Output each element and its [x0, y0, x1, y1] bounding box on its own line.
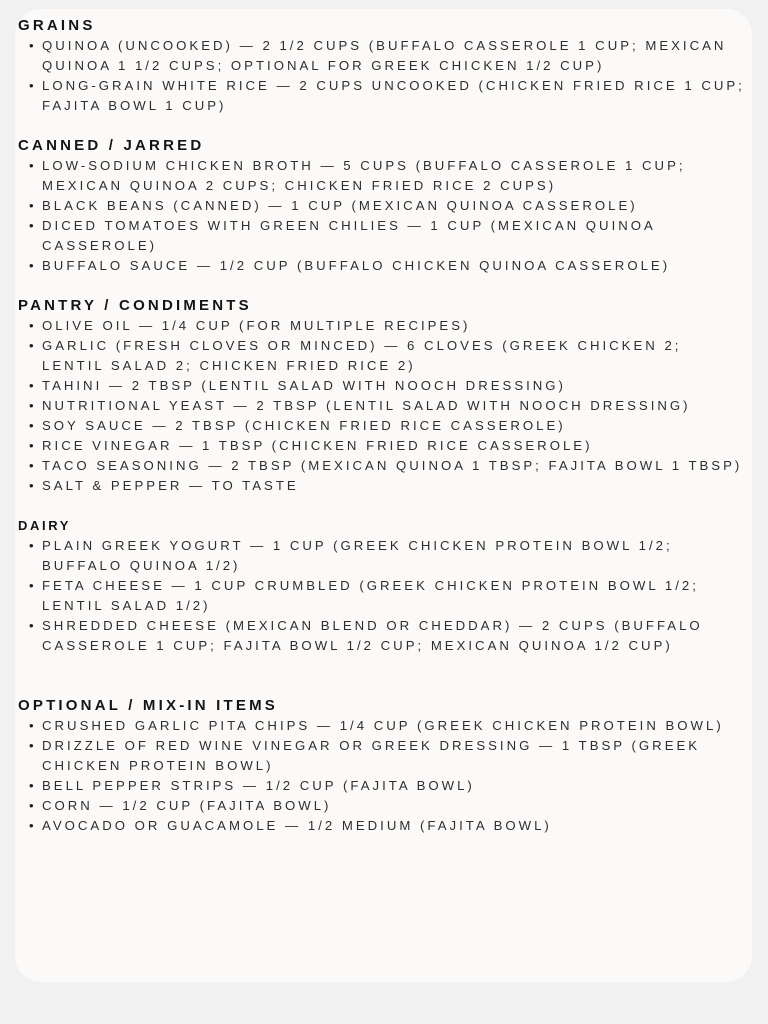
list-item: • OLIVE OIL — 1/4 CUP (FOR MULTIPLE RECIPES) [42, 316, 750, 336]
section-heading: OPTIONAL / MIX-IN ITEMS [18, 697, 278, 714]
list-item: • RICE VINEGAR — 1 TBSP (CHICKEN FRIED RICE CASSEROLE) [42, 436, 750, 456]
section-grains [18, 16, 750, 116]
list-item: • FETA CHEESE — 1 CUP CRUMBLED (GREEK CHICKEN PROTEIN BOWL 1/2; LENTIL SALAD 1/2) [42, 576, 750, 616]
list-item: • GARLIC (FRESH CLOVES OR MINCED) — 6 CLOVES (GREEK CHICKEN 2; LENTIL SALAD 2; CHICKEN FRIED RICE 2) [42, 336, 750, 376]
list-item: • TACO SEASONING — 2 TBSP (MEXICAN QUINOA 1 TBSP; FAJITA BOWL 1 TBSP) [42, 456, 750, 476]
item-list [18, 316, 750, 496]
list-item: • DICED TOMATOES WITH GREEN CHILIES — 1 CUP (MEXICAN QUINOA CASSEROLE) [42, 216, 750, 256]
section-heading: DAIRY [18, 518, 71, 533]
list-item: • DRIZZLE OF RED WINE VINEGAR OR GREEK DRESSING — 1 TBSP (GREEK CHICKEN PROTEIN BOWL) [42, 736, 750, 776]
section-optional-mix-in-items [18, 696, 750, 836]
list-item: • QUINOA (UNCOOKED) — 2 1/2 CUPS (BUFFALO CASSEROLE 1 CUP; MEXICAN QUINOA 1 1/2 CUPS; OPTIONAL FOR GREEK CHICKEN 1/2 CUP) [42, 36, 750, 76]
shopping-list [18, 16, 750, 856]
section-heading: GRAINS [18, 17, 96, 34]
section-heading: CANNED / JARRED [18, 137, 205, 154]
list-item: • PLAIN GREEK YOGURT — 1 CUP (GREEK CHICKEN PROTEIN BOWL 1/2; BUFFALO QUINOA 1/2) [42, 536, 750, 576]
list-item: • NUTRITIONAL YEAST — 2 TBSP (LENTIL SALAD WITH NOOCH DRESSING) [42, 396, 750, 416]
list-item: • TAHINI — 2 TBSP (LENTIL SALAD WITH NOOCH DRESSING) [42, 376, 750, 396]
item-list [18, 536, 750, 656]
list-item: • CRUSHED GARLIC PITA CHIPS — 1/4 CUP (GREEK CHICKEN PROTEIN BOWL) [42, 716, 750, 736]
list-item: • SHREDDED CHEESE (MEXICAN BLEND OR CHEDDAR) — 2 CUPS (BUFFALO CASSEROLE 1 CUP; FAJITA BOWL 1/2 CUP; MEXICAN QUINOA 1/2 CUP) [42, 616, 750, 656]
item-list [18, 716, 750, 836]
section-pantry-condiments [18, 296, 750, 496]
list-item: • AVOCADO OR GUACAMOLE — 1/2 MEDIUM (FAJITA BOWL) [42, 816, 750, 836]
section-canned-jarred [18, 136, 750, 276]
list-item: • CORN — 1/2 CUP (FAJITA BOWL) [42, 796, 750, 816]
list-item: • SALT & PEPPER — TO TASTE [42, 476, 750, 496]
section-heading: PANTRY / CONDIMENTS [18, 297, 252, 314]
list-item: • LONG-GRAIN WHITE RICE — 2 CUPS UNCOOKED (CHICKEN FRIED RICE 1 CUP; FAJITA BOWL 1 CUP) [42, 76, 750, 116]
item-list [18, 156, 750, 276]
list-item: • BUFFALO SAUCE — 1/2 CUP (BUFFALO CHICKEN QUINOA CASSEROLE) [42, 256, 750, 276]
list-item: • LOW-SODIUM CHICKEN BROTH — 5 CUPS (BUFFALO CASSEROLE 1 CUP; MEXICAN QUINOA 2 CUPS; CHICKEN FRIED RICE 2 CUPS) [42, 156, 750, 196]
section-dairy [18, 516, 750, 656]
item-list [18, 36, 750, 116]
list-item: • BELL PEPPER STRIPS — 1/2 CUP (FAJITA BOWL) [42, 776, 750, 796]
list-item: • SOY SAUCE — 2 TBSP (CHICKEN FRIED RICE CASSEROLE) [42, 416, 750, 436]
list-item: • BLACK BEANS (CANNED) — 1 CUP (MEXICAN QUINOA CASSEROLE) [42, 196, 750, 216]
